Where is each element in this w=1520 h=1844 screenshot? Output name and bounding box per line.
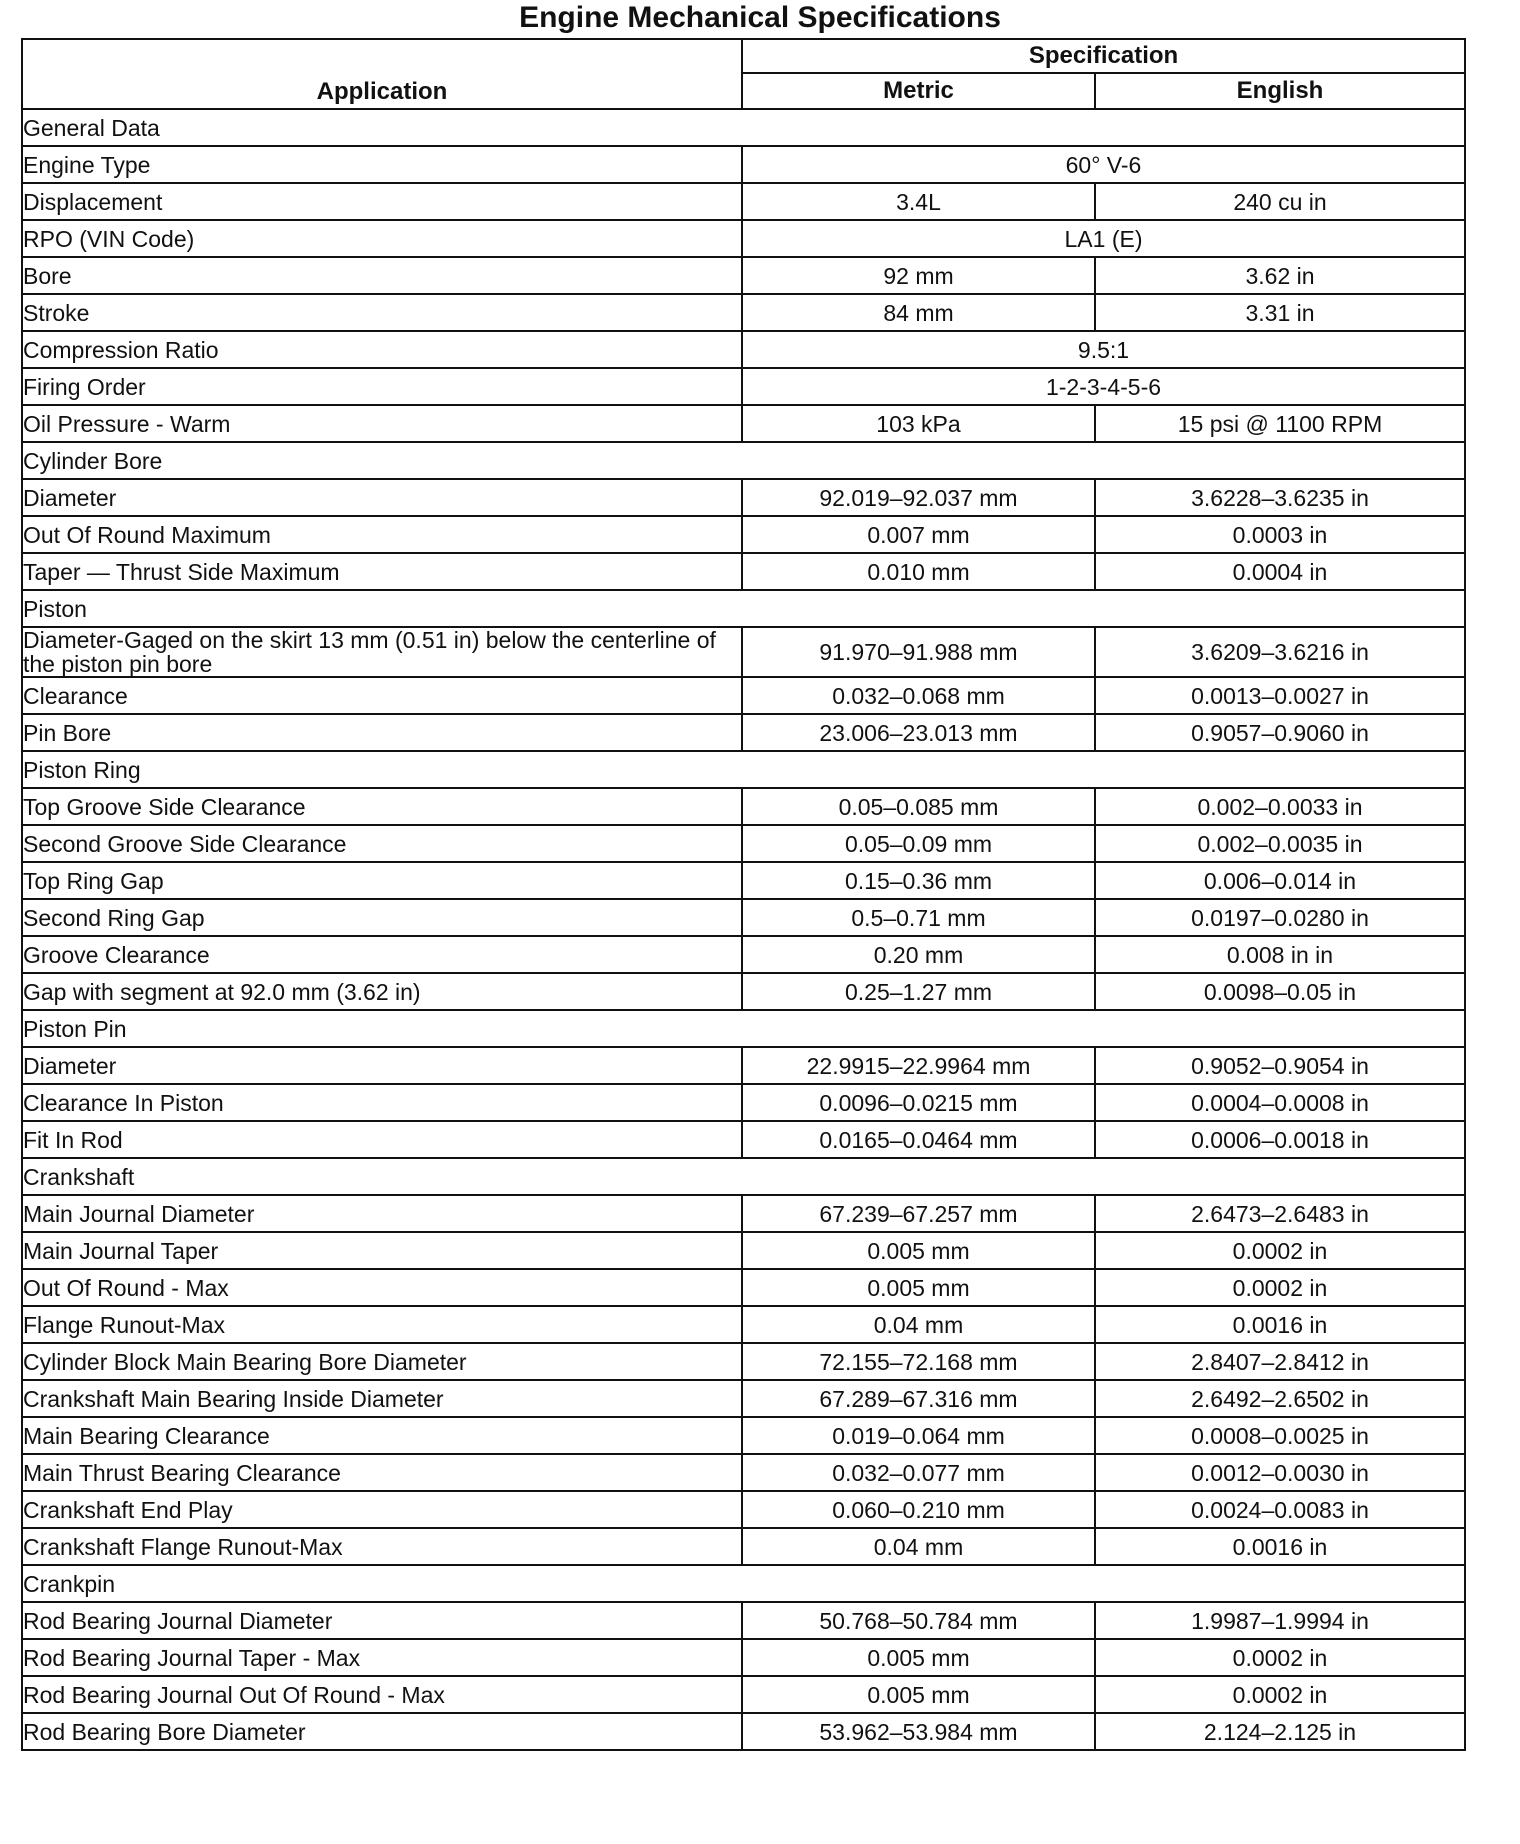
application-cell: Crankshaft End Play — [22, 1491, 742, 1528]
table-row — [22, 368, 1465, 405]
combined-value-cell: 1-2-3-4-5-6 — [742, 368, 1465, 405]
application-cell: Diameter-Gaged on the skirt 13 mm (0.51 in) below the centerline of the piston pin bore — [22, 627, 742, 677]
application-cell: Cylinder Block Main Bearing Bore Diameter — [22, 1343, 742, 1380]
english-value-cell: 0.0004–0.0008 in — [1095, 1084, 1465, 1121]
metric-value-cell: 53.962–53.984 mm — [742, 1713, 1095, 1750]
section-heading: Cylinder Bore — [22, 442, 1465, 479]
metric-value-cell: 72.155–72.168 mm — [742, 1343, 1095, 1380]
application-cell: RPO (VIN Code) — [22, 220, 742, 257]
metric-value-cell: 0.04 mm — [742, 1528, 1095, 1565]
application-cell: Firing Order — [22, 368, 742, 405]
combined-value-cell: 9.5:1 — [742, 331, 1465, 368]
application-cell: Bore — [22, 257, 742, 294]
metric-value-cell: 67.289–67.316 mm — [742, 1380, 1095, 1417]
table-row — [22, 936, 1465, 973]
english-value-cell: 0.002–0.0035 in — [1095, 825, 1465, 862]
application-cell: Rod Bearing Journal Out Of Round - Max — [22, 1676, 742, 1713]
english-value-cell: 0.0002 in — [1095, 1639, 1465, 1676]
english-value-cell: 0.0002 in — [1095, 1676, 1465, 1713]
english-value-cell: 0.0012–0.0030 in — [1095, 1454, 1465, 1491]
table-row — [22, 405, 1465, 442]
english-value-cell: 0.0024–0.0083 in — [1095, 1491, 1465, 1528]
metric-value-cell: 92.019–92.037 mm — [742, 479, 1095, 516]
application-cell: Second Ring Gap — [22, 899, 742, 936]
table-row — [22, 1454, 1465, 1491]
application-cell: Taper — Thrust Side Maximum — [22, 553, 742, 590]
metric-value-cell: 0.005 mm — [742, 1676, 1095, 1713]
section-heading: Piston Pin — [22, 1010, 1465, 1047]
metric-value-cell: 103 kPa — [742, 405, 1095, 442]
table-row — [22, 1713, 1465, 1750]
metric-value-cell: 0.032–0.077 mm — [742, 1454, 1095, 1491]
english-value-cell: 0.9057–0.9060 in — [1095, 714, 1465, 751]
application-cell: Crankshaft Main Bearing Inside Diameter — [22, 1380, 742, 1417]
application-cell: Rod Bearing Bore Diameter — [22, 1713, 742, 1750]
section-heading: Piston — [22, 590, 1465, 627]
section-row — [22, 1158, 1465, 1195]
english-value-cell: 0.9052–0.9054 in — [1095, 1047, 1465, 1084]
metric-value-cell: 0.04 mm — [742, 1306, 1095, 1343]
english-value-cell: 2.6492–2.6502 in — [1095, 1380, 1465, 1417]
application-cell: Rod Bearing Journal Diameter — [22, 1602, 742, 1639]
english-value-cell: 0.0006–0.0018 in — [1095, 1121, 1465, 1158]
table-row — [22, 1343, 1465, 1380]
english-value-cell: 0.0002 in — [1095, 1269, 1465, 1306]
english-value-cell: 3.6228–3.6235 in — [1095, 479, 1465, 516]
section-row — [22, 590, 1465, 627]
table-row — [22, 1232, 1465, 1269]
application-cell: Clearance In Piston — [22, 1084, 742, 1121]
application-cell: Flange Runout-Max — [22, 1306, 742, 1343]
header-metric: Metric — [742, 73, 1095, 109]
application-cell: Second Groove Side Clearance — [22, 825, 742, 862]
english-value-cell: 2.6473–2.6483 in — [1095, 1195, 1465, 1232]
english-value-cell: 0.0003 in — [1095, 516, 1465, 553]
metric-value-cell: 0.25–1.27 mm — [742, 973, 1095, 1010]
section-row — [22, 1010, 1465, 1047]
english-value-cell: 0.0013–0.0027 in — [1095, 677, 1465, 714]
english-value-cell: 3.6209–3.6216 in — [1095, 627, 1465, 677]
english-value-cell: 0.0197–0.0280 in — [1095, 899, 1465, 936]
page-title: Engine Mechanical Specifications — [519, 1, 1001, 34]
section-heading: General Data — [22, 109, 1465, 146]
header-application: Application — [22, 39, 742, 109]
table-row — [22, 516, 1465, 553]
application-cell: Top Groove Side Clearance — [22, 788, 742, 825]
table-row — [22, 1269, 1465, 1306]
table-row — [22, 825, 1465, 862]
english-value-cell: 15 psi @ 1100 RPM — [1095, 405, 1465, 442]
table-row — [22, 677, 1465, 714]
combined-value-cell: 60° V-6 — [742, 146, 1465, 183]
application-cell: Diameter — [22, 1047, 742, 1084]
english-value-cell: 240 cu in — [1095, 183, 1465, 220]
header-english: English — [1095, 73, 1465, 109]
metric-value-cell: 0.15–0.36 mm — [742, 862, 1095, 899]
section-row — [22, 751, 1465, 788]
metric-value-cell: 0.20 mm — [742, 936, 1095, 973]
table-row — [22, 714, 1465, 751]
metric-value-cell: 0.05–0.09 mm — [742, 825, 1095, 862]
application-cell: Out Of Round Maximum — [22, 516, 742, 553]
section-heading: Crankshaft — [22, 1158, 1465, 1195]
table-row — [22, 973, 1465, 1010]
application-cell: Rod Bearing Journal Taper - Max — [22, 1639, 742, 1676]
application-cell: Stroke — [22, 294, 742, 331]
table-row — [22, 1676, 1465, 1713]
table-row — [22, 1306, 1465, 1343]
application-cell: Oil Pressure - Warm — [22, 405, 742, 442]
metric-value-cell: 0.010 mm — [742, 553, 1095, 590]
table-row — [22, 862, 1465, 899]
metric-value-cell: 0.032–0.068 mm — [742, 677, 1095, 714]
metric-value-cell: 22.9915–22.9964 mm — [742, 1047, 1095, 1084]
metric-value-cell: 0.005 mm — [742, 1269, 1095, 1306]
metric-value-cell: 0.060–0.210 mm — [742, 1491, 1095, 1528]
metric-value-cell: 50.768–50.784 mm — [742, 1602, 1095, 1639]
application-cell: Engine Type — [22, 146, 742, 183]
table-row — [22, 627, 1465, 677]
english-value-cell: 0.0098–0.05 in — [1095, 973, 1465, 1010]
table-header — [22, 39, 1465, 109]
section-row — [22, 109, 1465, 146]
application-cell: Crankshaft Flange Runout-Max — [22, 1528, 742, 1565]
metric-value-cell: 67.239–67.257 mm — [742, 1195, 1095, 1232]
metric-value-cell: 91.970–91.988 mm — [742, 627, 1095, 677]
application-cell: Out Of Round - Max — [22, 1269, 742, 1306]
application-cell: Main Thrust Bearing Clearance — [22, 1454, 742, 1491]
application-cell: Main Journal Taper — [22, 1232, 742, 1269]
metric-value-cell: 23.006–23.013 mm — [742, 714, 1095, 751]
english-value-cell: 0.0002 in — [1095, 1232, 1465, 1269]
section-heading: Piston Ring — [22, 751, 1465, 788]
table-row — [22, 257, 1465, 294]
application-cell: Clearance — [22, 677, 742, 714]
english-value-cell: 0.0004 in — [1095, 553, 1465, 590]
application-cell: Fit In Rod — [22, 1121, 742, 1158]
table-row — [22, 1121, 1465, 1158]
table-row — [22, 899, 1465, 936]
table-row — [22, 146, 1465, 183]
combined-value-cell: LA1 (E) — [742, 220, 1465, 257]
table-row — [22, 1380, 1465, 1417]
english-value-cell: 0.0016 in — [1095, 1528, 1465, 1565]
metric-value-cell: 0.05–0.085 mm — [742, 788, 1095, 825]
metric-value-cell: 3.4L — [742, 183, 1095, 220]
table-row — [22, 294, 1465, 331]
table-row — [22, 183, 1465, 220]
table-row — [22, 331, 1465, 368]
metric-value-cell: 92 mm — [742, 257, 1095, 294]
table-row — [22, 553, 1465, 590]
table-row — [22, 788, 1465, 825]
table-row — [22, 1528, 1465, 1565]
application-cell: Top Ring Gap — [22, 862, 742, 899]
spec-table — [21, 38, 1466, 1751]
metric-value-cell: 0.5–0.71 mm — [742, 899, 1095, 936]
table-row — [22, 220, 1465, 257]
application-cell: Diameter — [22, 479, 742, 516]
metric-value-cell: 0.0165–0.0464 mm — [742, 1121, 1095, 1158]
metric-value-cell: 0.005 mm — [742, 1232, 1095, 1269]
table-row — [22, 479, 1465, 516]
metric-value-cell: 84 mm — [742, 294, 1095, 331]
english-value-cell: 2.124–2.125 in — [1095, 1713, 1465, 1750]
table-row — [22, 1639, 1465, 1676]
table-body — [22, 109, 1465, 1750]
application-cell: Main Bearing Clearance — [22, 1417, 742, 1454]
english-value-cell: 3.31 in — [1095, 294, 1465, 331]
english-value-cell: 1.9987–1.9994 in — [1095, 1602, 1465, 1639]
table-row — [22, 1047, 1465, 1084]
application-cell: Pin Bore — [22, 714, 742, 751]
english-value-cell: 0.002–0.0033 in — [1095, 788, 1465, 825]
table-row — [22, 1084, 1465, 1121]
english-value-cell: 3.62 in — [1095, 257, 1465, 294]
table-row — [22, 1491, 1465, 1528]
table-row — [22, 1195, 1465, 1232]
application-cell: Groove Clearance — [22, 936, 742, 973]
metric-value-cell: 0.007 mm — [742, 516, 1095, 553]
section-row — [22, 442, 1465, 479]
english-value-cell: 0.008 in in — [1095, 936, 1465, 973]
english-value-cell: 0.0016 in — [1095, 1306, 1465, 1343]
table-row — [22, 1417, 1465, 1454]
header-specification: Specification — [742, 39, 1465, 73]
metric-value-cell: 0.005 mm — [742, 1639, 1095, 1676]
table-row — [22, 1602, 1465, 1639]
application-cell: Gap with segment at 92.0 mm (3.62 in) — [22, 973, 742, 1010]
metric-value-cell: 0.019–0.064 mm — [742, 1417, 1095, 1454]
section-heading: Crankpin — [22, 1565, 1465, 1602]
english-value-cell: 0.0008–0.0025 in — [1095, 1417, 1465, 1454]
english-value-cell: 0.006–0.014 in — [1095, 862, 1465, 899]
section-row — [22, 1565, 1465, 1602]
metric-value-cell: 0.0096–0.0215 mm — [742, 1084, 1095, 1121]
english-value-cell: 2.8407–2.8412 in — [1095, 1343, 1465, 1380]
application-cell: Main Journal Diameter — [22, 1195, 742, 1232]
application-cell: Displacement — [22, 183, 742, 220]
application-cell: Compression Ratio — [22, 331, 742, 368]
